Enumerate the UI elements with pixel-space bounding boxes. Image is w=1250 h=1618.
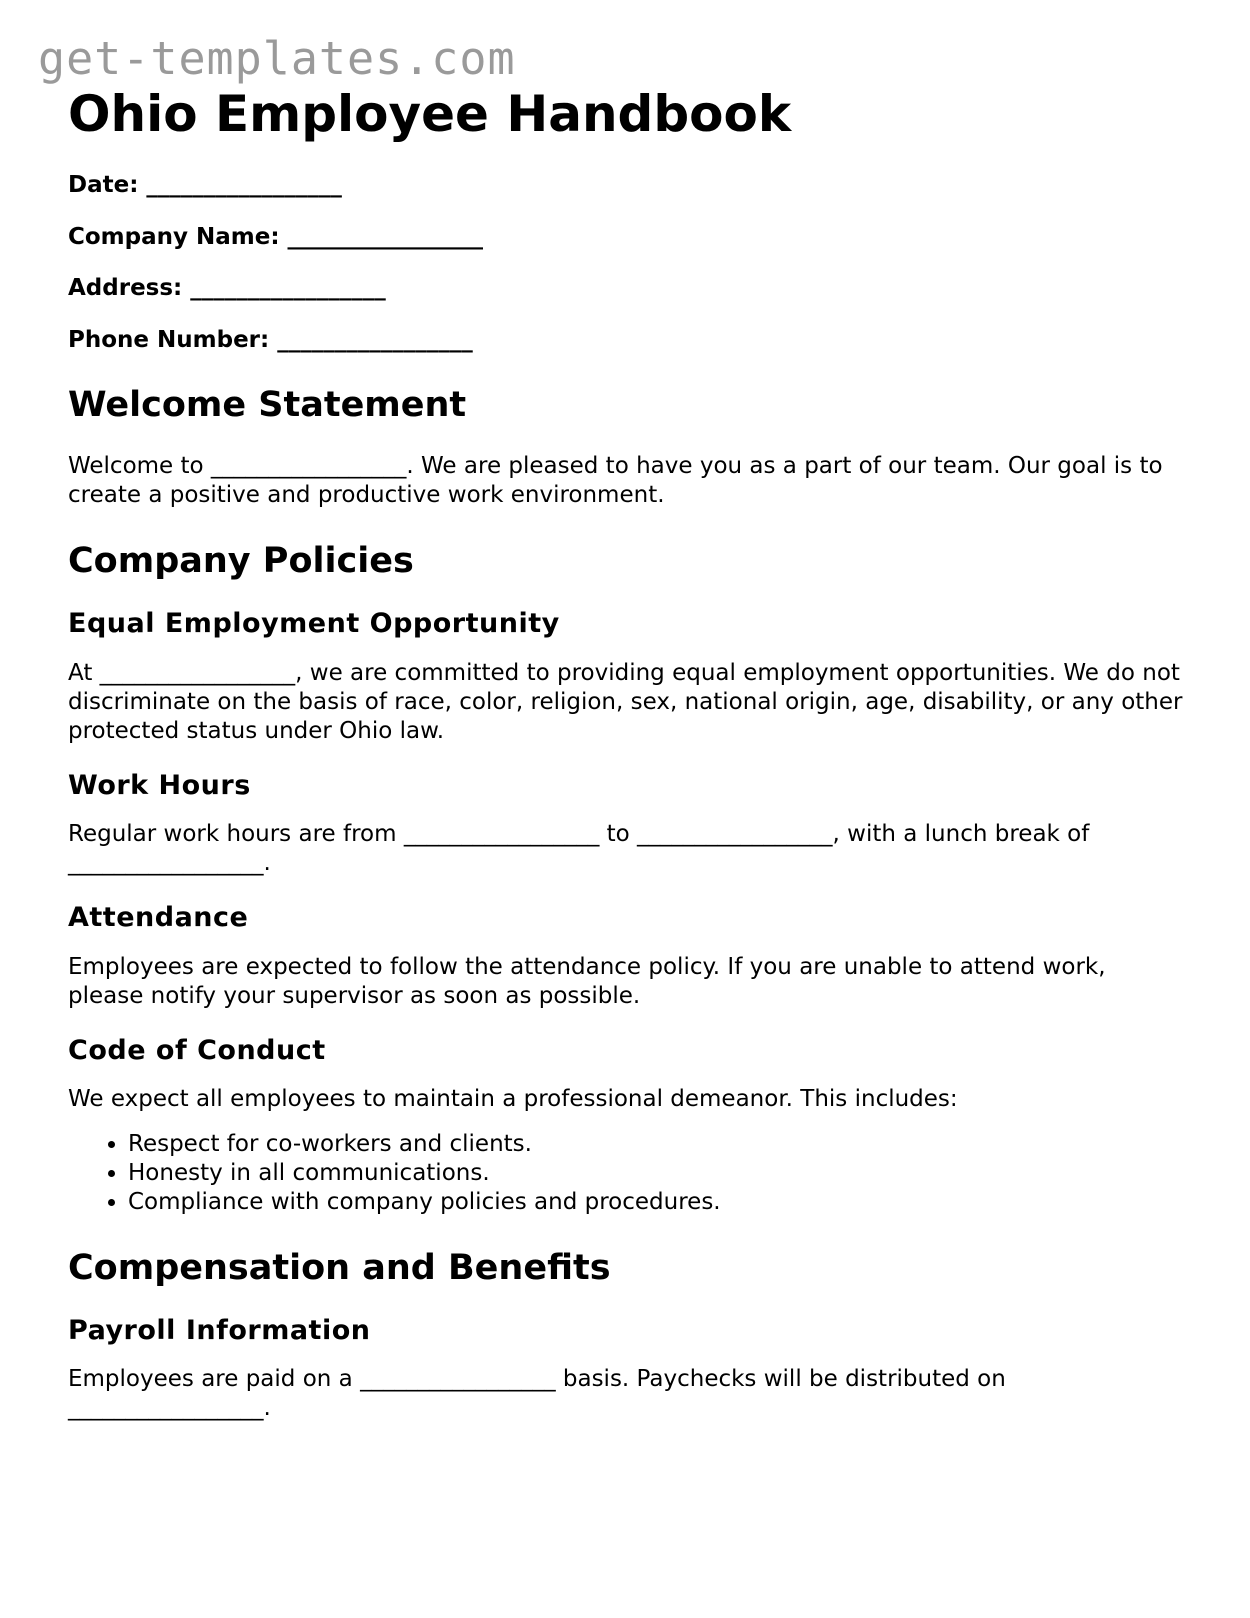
conduct-text: We expect all employees to maintain a professional demeanor. This includes: [68,1085,958,1112]
work-hours-heading: Work Hours [68,769,251,801]
eeo-text: At _________________, we are committed to providing equal employment opportunities. We do not discriminate on the basis of race, color, religion, sex, national origin, age, disability, or any other protected status under Ohio law. [68,659,1183,744]
payroll-heading: Payroll Information [68,1314,371,1346]
work-hours-text: Regular work hours are from _________________ to _________________, with a lunch break of _________________. [68,821,1090,877]
page-title: Ohio Employee Handbook [68,85,792,143]
compensation-heading: Compensation and Benefits [68,1247,611,1288]
watermark: get-templates.com [38,32,516,85]
attendance-text: Employees are expected to follow the attendance policy. If you are unable to attend work, please notify your supervisor as soon as possible. [68,953,1106,1009]
company-name-field: Company Name: _________________ [68,223,484,250]
welcome-heading: Welcome Statement [68,385,467,426]
payroll-text: Employees are paid on a _________________ basis. Paychecks will be distributed on _________________. [68,1366,1006,1422]
list-item: • Honesty in all communications. [128,1159,1188,1188]
welcome-text: Welcome to _________________. We are pleased to have you as a part of our team. Our goal is to create a positive and productive work environment. [68,453,1163,509]
phone-number-field: Phone Number: _________________ [68,326,473,353]
list-item: • Respect for co-workers and clients. [128,1130,1188,1159]
attendance-heading: Attendance [68,902,249,934]
date-field: Date: _________________ [68,172,342,198]
conduct-list [68,1130,1188,1217]
eeo-heading: Equal Employment Opportunity [68,608,560,640]
list-item: • Compliance with company policies and procedures. [128,1188,1188,1217]
address-field: Address: _________________ [68,275,386,302]
policies-heading: Company Policies [68,541,414,582]
document [68,84,1188,1439]
conduct-heading: Code of Conduct [68,1034,326,1066]
